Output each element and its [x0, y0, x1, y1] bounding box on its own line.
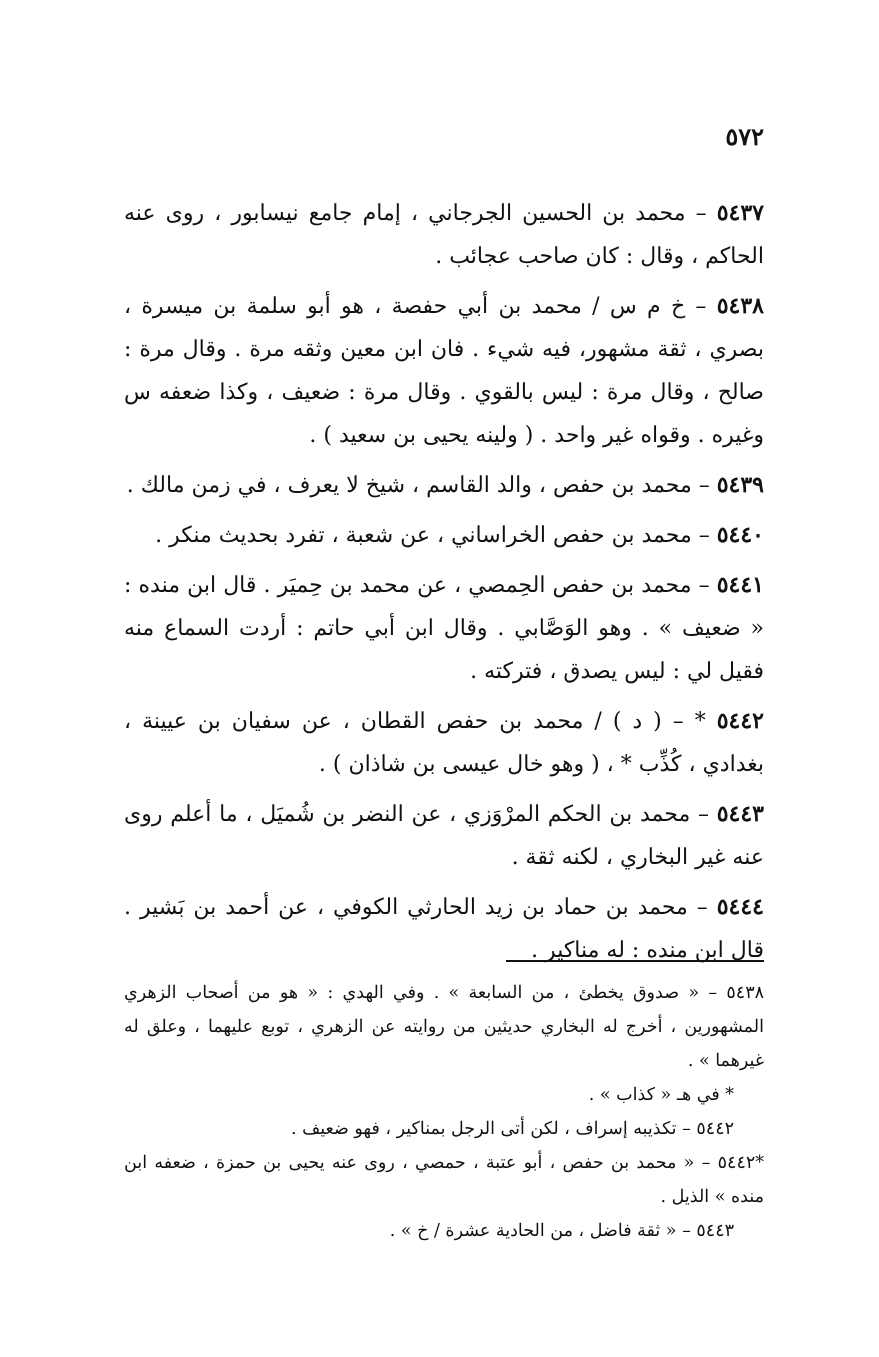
entry-text: * – ( د ) / محمد بن حفص القطان ، عن سفيان بن عيينة ، بغدادي ، كُذِّب * ، ( وهو خال عيسى بن شاذان ) . — [124, 709, 764, 777]
entry-5439 — [124, 464, 764, 507]
entry-5437 — [124, 192, 764, 278]
entry-5442 — [124, 700, 764, 786]
entry-number: ٥٤٣٩ — [716, 472, 764, 498]
main-text — [124, 192, 764, 979]
entry-text: – محمد بن حفص الخراساني ، عن شعبة ، تفرد بحديث منكر . — [155, 523, 717, 548]
footnote-5443: ٥٤٤٣ – « ثقة فاضل ، من الحادية عشرة / خ » . — [389, 1221, 734, 1241]
footnote-variant-reading: * في هـ « كذاب » . — [588, 1085, 734, 1105]
footnotes — [124, 976, 764, 1248]
footnote-divider — [506, 960, 764, 962]
entry-text: – محمد بن حفص ، والد القاسم ، شيخ لا يعرف ، في زمن مالك . — [126, 473, 717, 498]
page-number: ٥٧٢ — [725, 122, 764, 151]
entry-5443 — [124, 793, 764, 879]
footnote-5442-star: *٥٤٤٢ – « محمد بن حفص ، أبو عتبة ، حمصي ، روى عنه يحيى بن حمزة ، ضعفه ابن منده » الذيل . — [124, 1153, 764, 1207]
footnote-5442: ٥٤٤٢ – تكذيبه إسراف ، لكن أتى الرجل بمناكير ، فهو ضعيف . — [290, 1119, 734, 1139]
entry-number: ٥٤٣٨ — [716, 293, 764, 319]
entry-text: – محمد بن الحكم المرْوَزي ، عن النضر بن شُميَل ، ما أعلم روى عنه غير البخاري ، لكنه ثقة . — [124, 802, 764, 870]
footnote-5438: ٥٤٣٨ – « صدوق يخطئ ، من السابعة » . وفي الهدي : « هو من أصحاب الزهري المشهورين ، أخرج له البخاري حديثين من روايته عن الزهري ، توبع عليهما ، وعلق له غيرهما » . — [124, 983, 764, 1071]
entry-5440 — [124, 514, 764, 557]
entry-number: ٥٤٤٢ — [716, 708, 764, 734]
entry-text: – محمد بن الحسين الجرجاني ، إمام جامع نيسابور ، روى عنه الحاكم ، وقال : كان صاحب عجائب . — [124, 201, 764, 269]
entry-number: ٥٤٤٠ — [716, 522, 764, 548]
entry-number: ٥٤٤١ — [716, 572, 764, 598]
entry-5438 — [124, 285, 764, 457]
entry-text: – محمد بن حفص الحِمصي ، عن محمد بن حِميَر . قال ابن منده : « ضعيف » . وهو الوَصَّابي . وقال ابن أبي حاتم : أردت السماع منه فقيل لي : ليس يصدق ، فتركته . — [124, 573, 764, 684]
entry-number: ٥٤٤٤ — [716, 894, 764, 920]
entry-number: ٥٤٤٣ — [716, 801, 764, 827]
entry-5441 — [124, 564, 764, 693]
entry-text: – خ م س / محمد بن أبي حفصة ، هو أبو سلمة بن ميسرة ، بصري ، ثقة مشهور، فيه شيء . فان ابن معين وثقه مرة . وقال مرة : صالح ، وقال مرة : ليس بالقوي . وقال مرة : ضعيف ، وكذا ضعفه س وغيره . وقواه غير واحد . ( ولينه يحيى بن سعيد ) . — [124, 294, 764, 448]
entry-number: ٥٤٣٧ — [716, 200, 764, 226]
entry-text: – محمد بن حماد بن زيد الحارثي الكوفي ، عن أحمد بن بَشير . قال ابن منده : له مناكير . — [124, 895, 764, 963]
